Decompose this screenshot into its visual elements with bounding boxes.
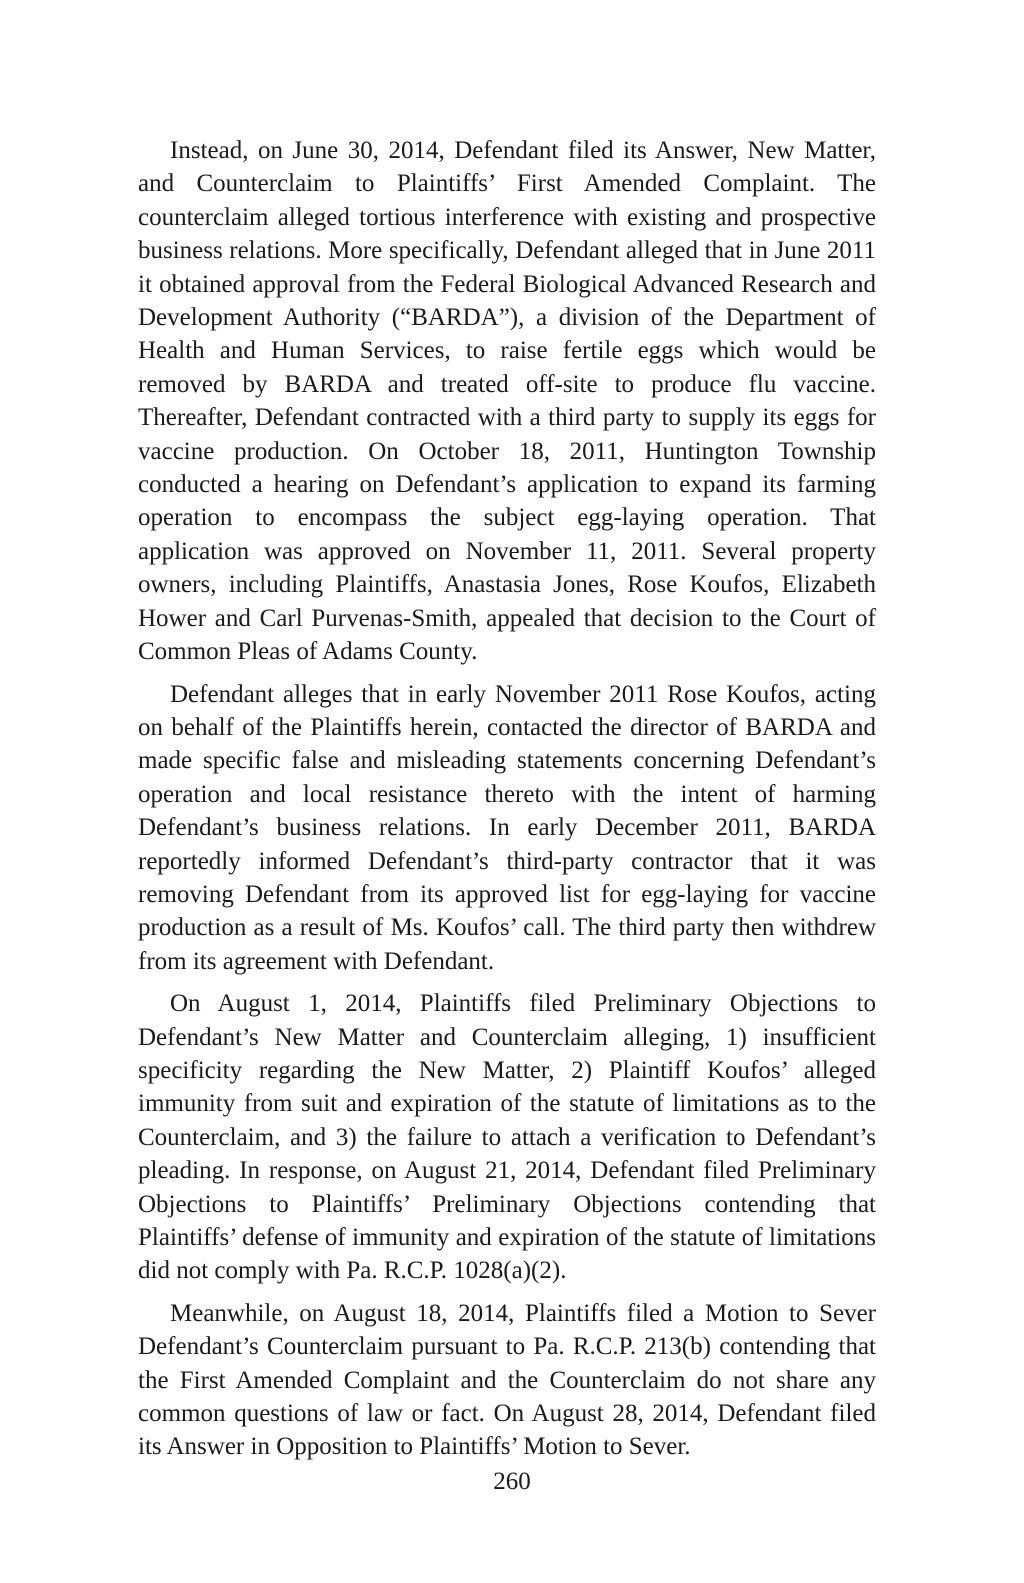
paragraph-4: Meanwhile, on August 18, 2014, Plaintiffs filed a Motion to Sever Defendant’s Counterclaim pursuant to Pa. R.C.P. 213(b) contending that the First Amended Complaint and the Counterclaim do not share any common questions of law or fact. On August 28, 2014, Defendant filed its Answer in Opposition to Plaintiffs’ Motion to Sever.	[138, 1299, 876, 1461]
paragraph-2: Defendant alleges that in early November 2011 Rose Koufos, acting on behalf of the Plaintiffs herein, contacted the director of BARDA and made specific false and misleading statements concerning Defendant’s operation and local resistance thereto with the intent of harming Defendant’s business relations. In early December 2011, BARDA reportedly informed Defendant’s third-party contractor that it was removing Defendant from its approved list for egg-laying for vaccine production as a result of Ms. Koufos’ call. The third party then withdrew from its agreement with Defendant.	[138, 680, 876, 975]
page-number: 260	[493, 1468, 531, 1495]
paragraph-1: Instead, on June 30, 2014, Defendant filed its Answer, New Matter, and Counterclaim to Plaintiffs’ First Amended Complaint. The counterclaim alleged tortious interference with existing and prospective business relations. More specifically, Defendant alleged that in June 2011 it obtained approval from the Federal Biological Advanced Research and Development Authority (“BARDA”), a division of the Department of Health and Human Services, to raise fertile eggs which would be removed by BARDA and treated off-site to produce flu vaccine. Thereafter, Defendant contracted with a third party to supply its eggs for vaccine production. On October 18, 2011, Huntington Township conducted a hearing on Defendant’s application to expand its farming operation to encompass the subject egg-laying operation. That application was approved on November 11, 2011. Several property owners, including Plaintiffs, Anastasia Jones, Rose Koufos, Elizabeth Hower and Carl Purvenas-Smith, appealed that decision to the Court of Common Pleas of Adams County.	[138, 137, 876, 666]
body-text	[138, 134, 876, 1473]
paragraph-3: On August 1, 2014, Plaintiffs filed Preliminary Objections to Defendant’s New Matter and Counterclaim alleging, 1) insufficient specificity regarding the New Matter, 2) Plaintiff Koufos’ alleged immunity from suit and expiration of the statute of limitations as to the Counterclaim, and 3) the failure to attach a verification to Defendant’s pleading. In response, on August 21, 2014, Defendant filed Preliminary Objections to Plaintiffs’ Preliminary Objections contending that Plaintiffs’ defense of immunity and expiration of the statute of limitations did not comply with Pa. R.C.P. 1028(a)(2).	[138, 990, 876, 1285]
